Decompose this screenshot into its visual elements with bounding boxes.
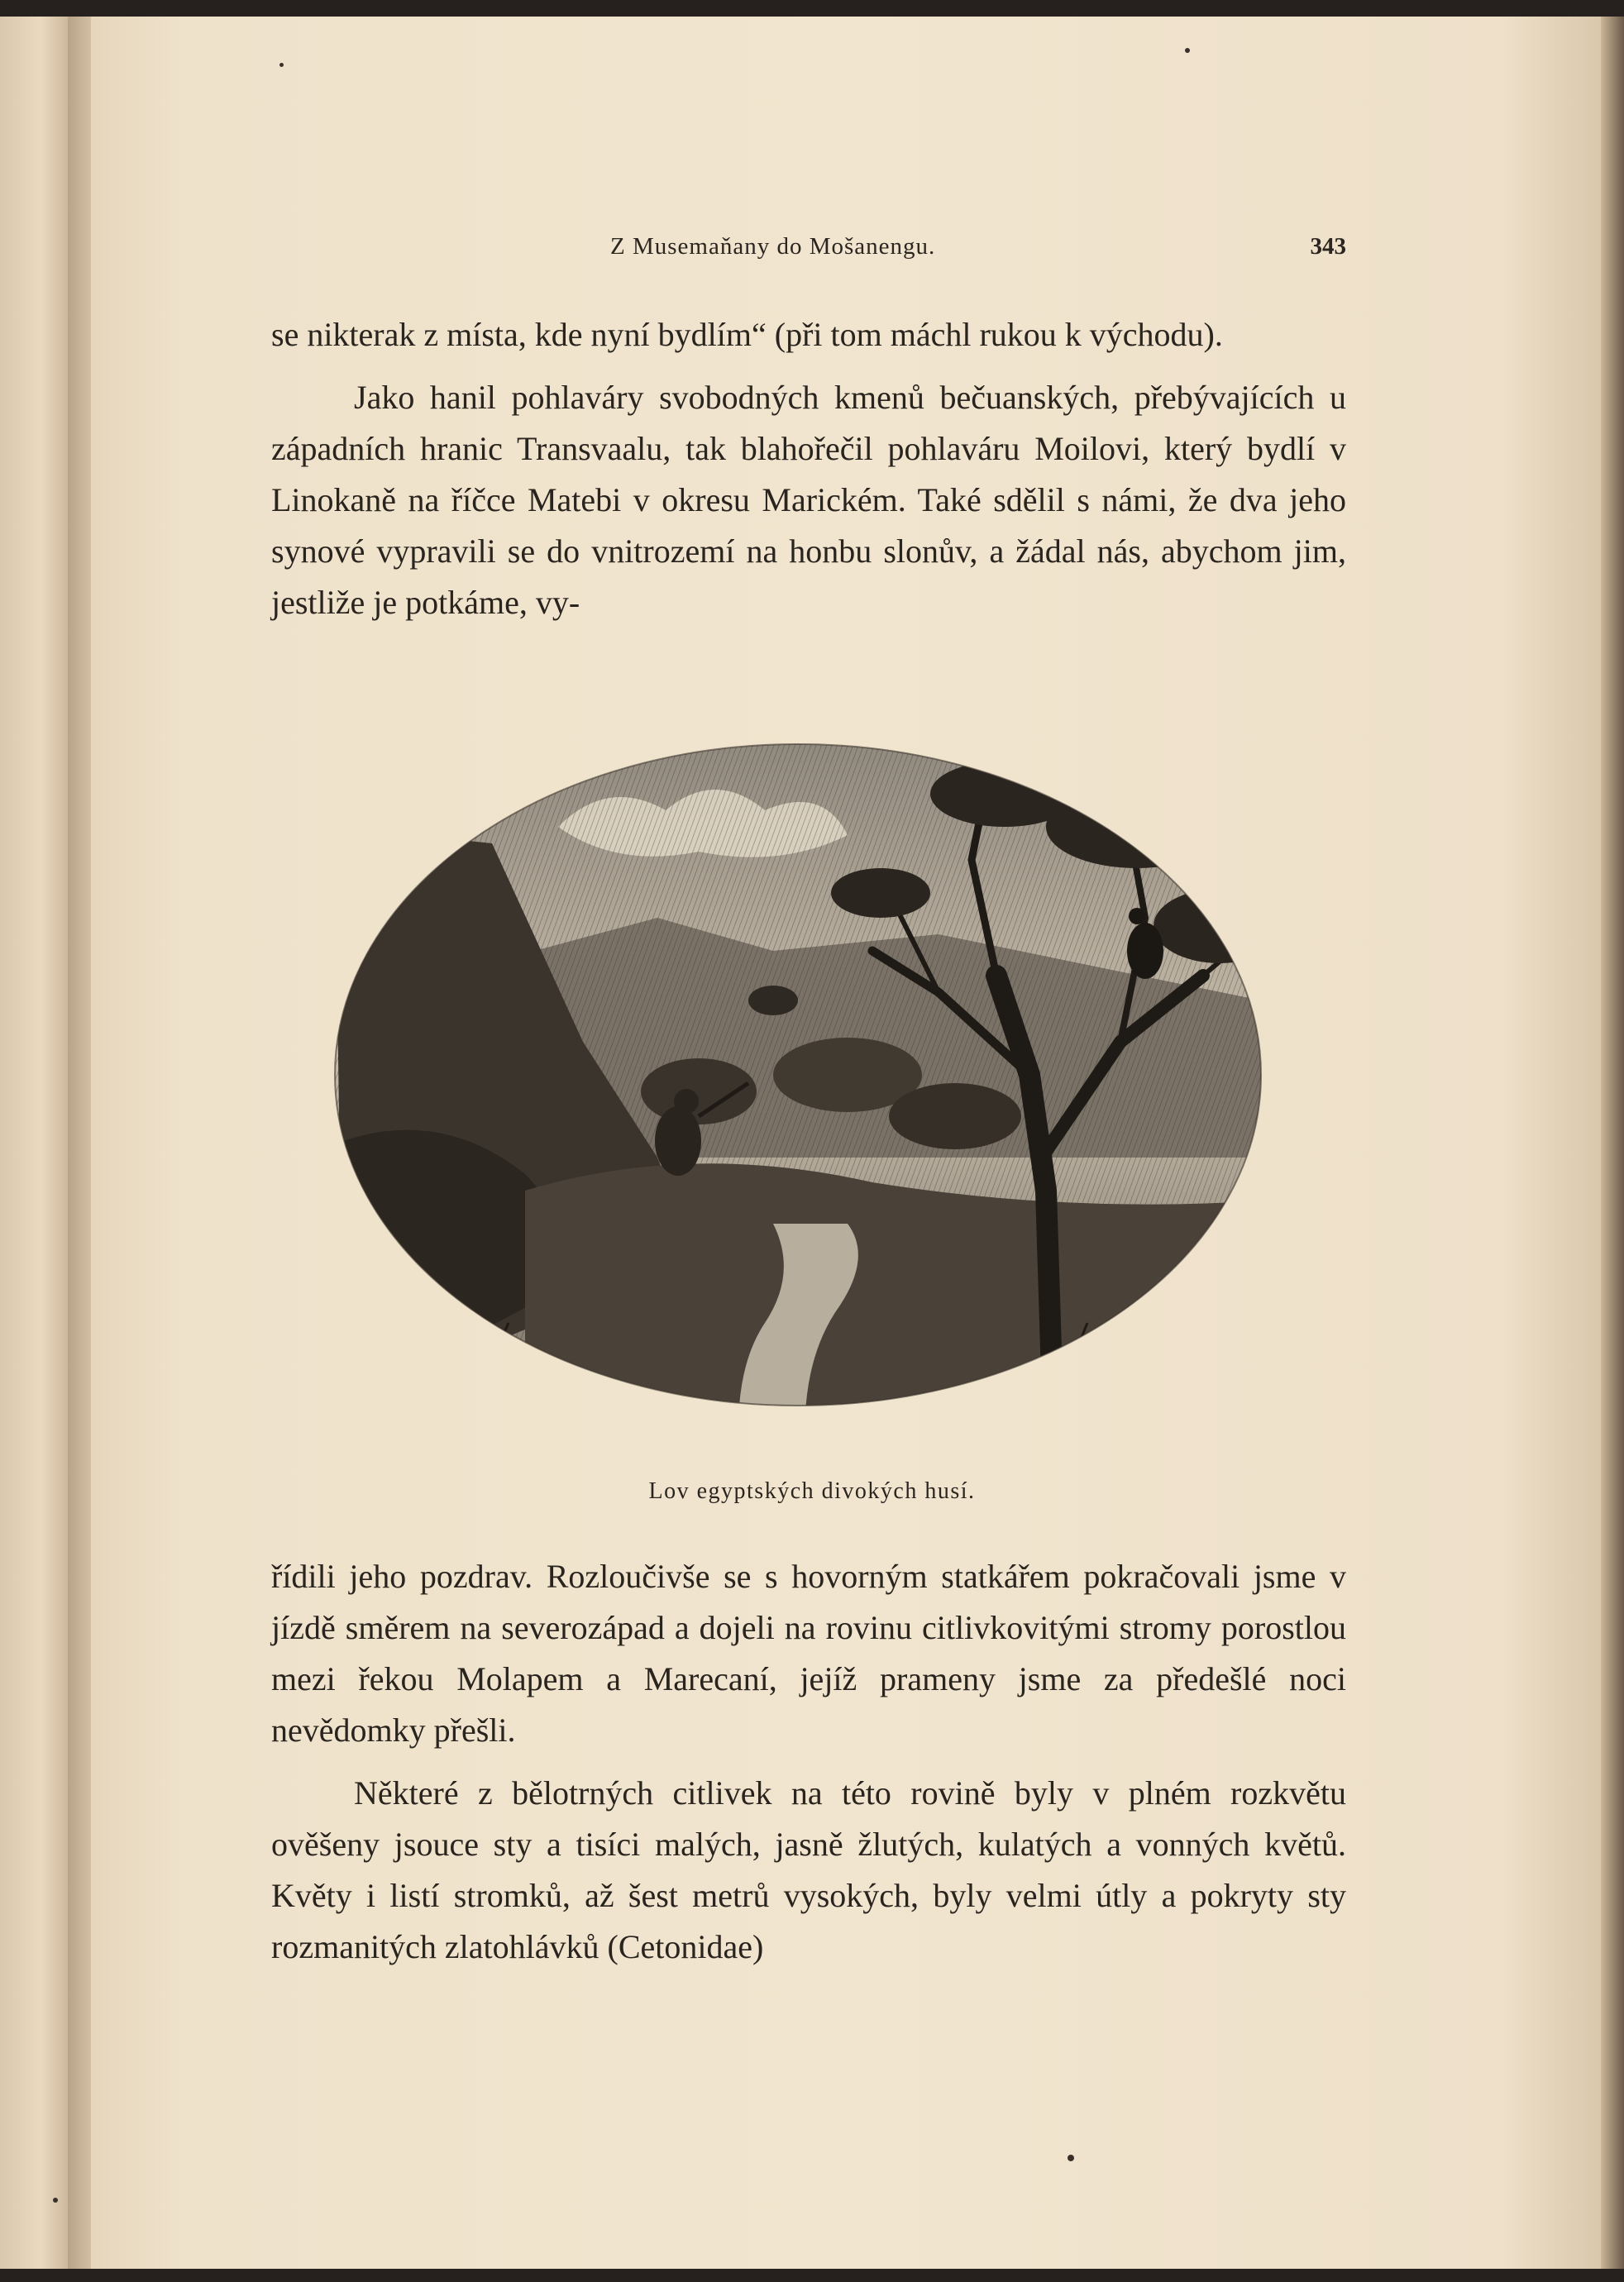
ground [525, 1163, 1286, 1463]
landscape-scene [310, 728, 1315, 1463]
facing-page-edge [0, 17, 68, 2269]
scan-border-top [0, 0, 1624, 17]
running-head [271, 233, 1346, 266]
engraving-illustration [310, 728, 1315, 1463]
figure-caption: Lov egyptských divokých husí. [648, 1478, 976, 1504]
paragraph: řídili jeho pozdrav. Rozloučivše se s hovorným statkářem pokračovali jsme v jízdě směrem na severozápad a dojeli na rovinu citlivkovitými stromy porostlou mezi řekou Molapem a Marecaní, jejíž prameny jsme za předešlé noci nevědomky přešli. [271, 1558, 1346, 1749]
text-block-top [271, 309, 1346, 628]
page-number: 343 [1310, 233, 1346, 260]
print-speck [279, 63, 284, 67]
page-right-edge [1601, 17, 1624, 2269]
paragraph: Některé z bělotrných citlivek na této rovině byly v plném rozkvětu ověšeny jsouce sty a tisíci malých, jasně žlutých, kulatých a vonných květů. Květy i listí stromků, až šest metrů vysokých, byly velmi útly a pokryty sty rozmanitých zlatohlávků (Cetonidae) [271, 1774, 1346, 1965]
paragraph: Jako hanil pohlaváry svobodných kmenů bečuanských, přebývajících u západních hranic Transvaalu, tak blahořečil pohlaváru Moilovi, který bydlí v Linokaně na říčce Matebi v okresu Marickém. Také sdělil s námi, že dva jeho synové vypravili se do vnitrozemí na honbu slonův, a žádal nás, abychom jim, jestliže je potkáme, vy- [271, 379, 1346, 621]
paragraph: se nikterak z místa, kde nyní bydlím“ (při tom máchl rukou k východu). [271, 316, 1223, 353]
print-speck [1185, 48, 1190, 53]
scan-border-bottom [0, 2269, 1624, 2282]
running-head-title: Z Musemaňany do Mošanengu. [610, 233, 936, 260]
print-speck [1068, 2155, 1074, 2161]
text-block-bottom [271, 1551, 1346, 1973]
print-speck [53, 2198, 58, 2203]
